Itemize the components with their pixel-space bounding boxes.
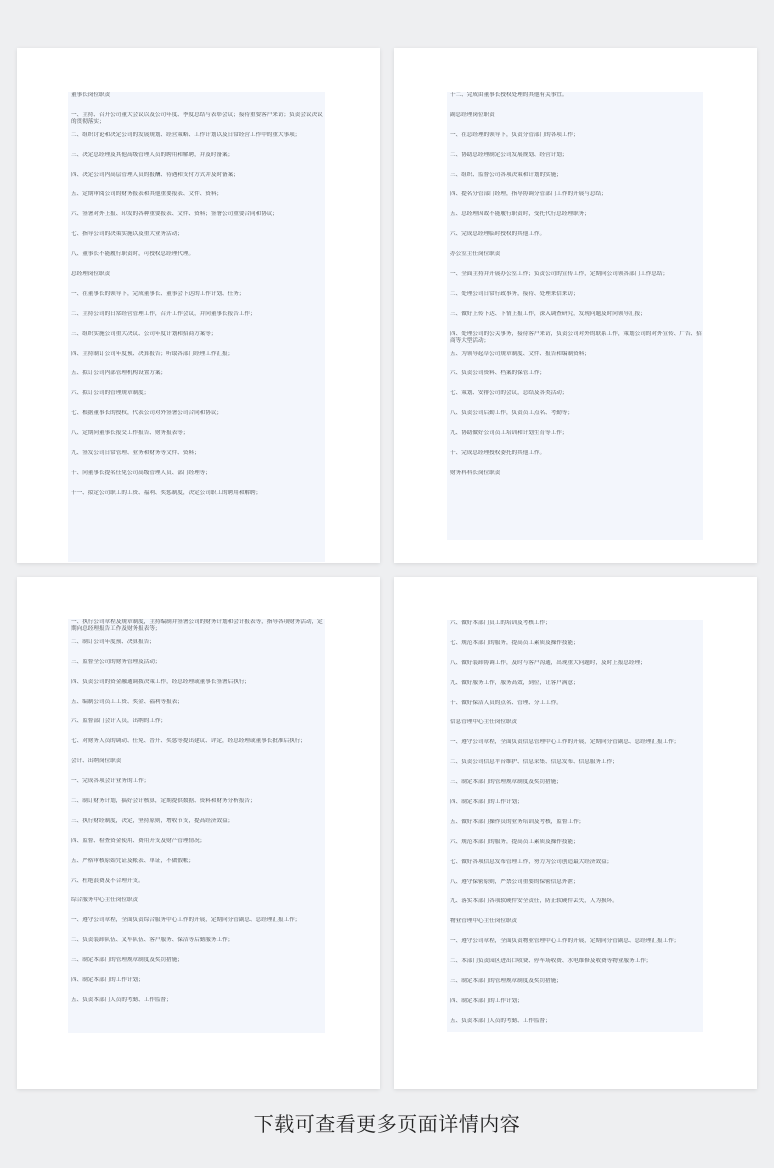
document-line: 五、严格审核原始凭证及帐表、单证，不做假帐； [71, 857, 195, 864]
document-line: 七、根据董事长的授权，代表公司对外签署公司合同和协议； [71, 410, 223, 417]
page-1-text-block [68, 92, 325, 562]
document-line: 六、做好本部门员工的培训及考核工作； [450, 620, 551, 626]
document-line: 七、做好各项信息发布管理工作，努力为公司创造最大经济效益； [450, 858, 613, 865]
document-line: 一、完成各项会计业务的工作； [71, 778, 150, 785]
document-line: 四、负责公司的资金融通调拨决策工作，经总经理或董事长签署后执行； [71, 678, 251, 685]
document-line: 董事长岗位职责 [71, 92, 111, 98]
document-line: 四、制定本部门的工作计划； [450, 799, 523, 806]
document-line: 七、对财务人员的调动、任免、晋升、奖惩等提出建议、评定，经总经理或董事长批准后执行； [71, 738, 306, 745]
document-line: 四、制定本部门的工作计划； [71, 977, 144, 984]
document-line: 九、落实本部门各项软硬件安全责任，防止软硬件丢失，人为损坏。 [450, 898, 618, 905]
document-page-1 [17, 48, 380, 563]
document-line: 八、定期向董事长报交工作报告、财务报表等； [71, 430, 189, 437]
download-prompt-text: 下载可查看更多页面详情内容 [253, 1112, 521, 1136]
document-line: 二、主持公司的日常经营管理工作，召开工作会议，并向董事长报告工作； [71, 310, 256, 317]
document-line: 十、向董事长提名任免公司高级管理人员、部门经理等； [71, 469, 211, 476]
document-line: 二、负责公司信息平台维护、信息采集、信息发布、信息服务工作； [450, 759, 618, 766]
document-line: 六、签署对外上报、印发的各种重要报表、文件、资料；签署公司重要合同和协议； [71, 211, 278, 218]
document-line: 会计、出纳岗位职责 [71, 758, 122, 765]
document-line: 四、主持制订公司年度预、决算报告；听取各部门经理工作汇报； [71, 350, 234, 357]
document-line: 六、负责公司资料、档案的保管工作； [450, 370, 546, 377]
document-line: 二、处理公司日常行政事务，接待、处理来信来访； [450, 290, 579, 297]
document-line: 一、遵守公司章程，全面负责信息管理中心工作的开展，定期向分管副总、总经理汇报工作； [450, 739, 680, 746]
document-line: 信息管理中心主任岗位职责 [450, 719, 518, 726]
document-line: 三、执行财经制度，决定，坚持原则，增收节支，提高经济效益； [71, 817, 234, 824]
document-line: 一、遵守公司章程，全面负责物业管理中心工作的开展，定期向分管副总、总经理汇报工作； [450, 938, 680, 945]
page-2-text-block [447, 92, 703, 540]
document-line: 五、做好本部门操作员的业务培训及考核，监督工作； [450, 818, 585, 825]
document-line: 三、组织、监督公司各项决策和计划的实施； [450, 171, 562, 178]
document-line: 一、执行公司章程及规章制度，主持编制并签署公司的财务计划和会计报表等，指导各项财务活动，定期向总经理报告工作及财务报表等； [71, 619, 323, 633]
document-line: 三、做好上传下达、下情上报工作，深入调查研究，发现问题及时向领导汇报； [450, 310, 646, 317]
document-line: 四、提名分管部门经理，指导协调分管部门工作的开展与总结； [450, 191, 607, 198]
document-line: 四、处理公司的公关事务，接待客户来访，负责公司对外的联系工作，策划公司的对外宣传、广告、招商等大型活动； [450, 330, 702, 345]
document-line: 总经理岗位职责 [71, 271, 111, 278]
document-line: 五、拟订公司内部管理机构设置方案； [71, 370, 167, 377]
document-line: 一、主持、召开公司董大会议以及公司年度、季度总结与表彰会议；接待重要客户来访；负责会议决议的贯彻落实； [71, 111, 323, 126]
document-line: 九、做好服务工作，服务高效，到位，让客户满意； [450, 679, 579, 686]
document-line: 六、杜绝浪费及不合理开支。 [71, 877, 144, 884]
page-3-text-block [68, 619, 325, 1033]
document-line: 三、组织实施公司重大决议、公司年度计划和招商方案等； [71, 330, 217, 337]
document-line: 四、决定公司内高层管理人员的报酬、待遇和支付方式并及时备案； [71, 171, 239, 178]
document-line: 五、负责本部门人员的考勤、工作监督； [450, 1017, 551, 1024]
document-line: 副总经理岗位职责 [450, 111, 495, 118]
document-line: 二、本部门负责园区进出口收费、停车场收费、水电维修及收费等物业服务工作； [450, 958, 652, 965]
document-page-3 [17, 577, 380, 1089]
document-line: 八、董事长不能履行职责时，可授权总经理代理。 [71, 251, 195, 258]
document-line: 八、遵守保密原则，严禁公司重要的保密信息外泄； [450, 878, 579, 885]
document-line: 一、在总经理的领导下，负责分管部门的各项工作； [450, 131, 579, 138]
document-line: 三、制定本部门的管理规章制度及奖罚措施； [71, 957, 183, 964]
document-line: 十二、完成由董事长授权处理的其他有关事宜。 [450, 92, 568, 98]
document-line: 三、决定总经理及其他高级管理人员的聘用和解聘，并及时备案； [71, 151, 234, 158]
document-line: 八、负责公司后勤工作，负责员工点名、考勤等； [450, 410, 574, 417]
document-line: 十、完成总经理授权委托的其他工作。 [450, 450, 546, 457]
document-line: 一、遵守公司章程，全面负责综合服务中心工作的开展，定期向分管副总、总经理汇报工作； [71, 917, 301, 924]
document-line: 六、监督部门会计人员，出纳的工作； [71, 718, 167, 725]
document-line: 三、监督全公司的财务管理及活动； [71, 658, 161, 665]
document-line: 三、制定本部门的管理规章制度及奖罚措施； [450, 779, 562, 786]
document-line: 二、制订公司年度预、决算报告； [71, 638, 155, 645]
document-line: 办公室主任岗位职责 [450, 251, 501, 258]
document-line: 七、策划、安排公司的会议，总结及各类活动； [450, 390, 568, 397]
document-line: 一、在董事长的领导下，完成董事长、董事会下达的工作计划、任务； [71, 290, 245, 297]
document-line: 三、制定本部门的管理规章制度及奖罚措施； [450, 978, 562, 985]
document-line: 四、制定本部门的工作计划； [450, 997, 523, 1004]
document-line: 九、签发公司日常管理、业务和财务等文件、资料； [71, 450, 200, 457]
document-line: 二、组织讨论和决定公司的发展规划、经营策略、工作计划以及日常经营工作中的重大事项； [71, 131, 301, 138]
document-line: 一、全面主持并开展办公室工作；负责公司的宣传工作，定期向公司领各部门工作总结； [450, 271, 669, 278]
document-line: 五、为领导起草公司规章制度、文件、报告和编制资料； [450, 350, 590, 357]
document-line: 五、编制公司员工工资、奖金、福利等报表； [71, 698, 183, 705]
document-page-4 [394, 577, 757, 1089]
page-4-text-block [447, 620, 703, 1032]
document-line: 六、拟订公司的管理规章制度； [71, 390, 150, 397]
document-line: 四、监督、检查资金使用、费用开支及财产管理情况； [71, 837, 206, 844]
document-line: 二、协助总经理制定公司发展规划、经营计划； [450, 151, 568, 158]
document-line: 财务科科长岗位职责 [450, 469, 501, 476]
document-line: 二、负责装卸队伍、叉车队伍、客户服务、保洁等后勤服务工作； [71, 937, 234, 944]
document-line: 七、指导公司的决策实施以及重大业务活动； [71, 231, 183, 238]
document-line: 五、负责本部门人员的考勤、工作监督； [71, 996, 172, 1003]
document-line: 七、规范本部门的服务，提高员工素质及操作技能； [450, 639, 579, 646]
document-page-2 [394, 48, 757, 563]
document-line: 物业管理中心主任岗位职责 [450, 918, 518, 925]
document-line: 综合服务中心主任岗位职责 [71, 897, 139, 904]
document-line: 八、做好装卸协调工作，及时与客户沟通，出现重大问题时，及时上报总经理； [450, 659, 646, 666]
document-line: 十一、拟定公司职工的工资、福利、奖惩制度，决定公司职工的聘用和解聘； [71, 489, 262, 496]
document-line: 九、协助做好公司员工培训和计划生育等工作； [450, 430, 568, 437]
document-line: 六、规范本部门的服务，提高员工素质及操作技能； [450, 838, 579, 845]
document-line: 五、总经理因故不能履行职责时，受托代行总经理职务； [450, 211, 590, 218]
document-line: 五、定期审阅公司的财务报表和其他重要报表、文件、资料； [71, 191, 223, 198]
document-line: 二、制订财务计划，搞好会计核算，定期提供数据、资料和财务分析报告； [71, 798, 256, 805]
document-line: 六、完成总经理临时授权的其他工作。 [450, 231, 546, 238]
document-line: 十、做好保洁人员的点名、管理、分工工作。 [450, 699, 562, 706]
